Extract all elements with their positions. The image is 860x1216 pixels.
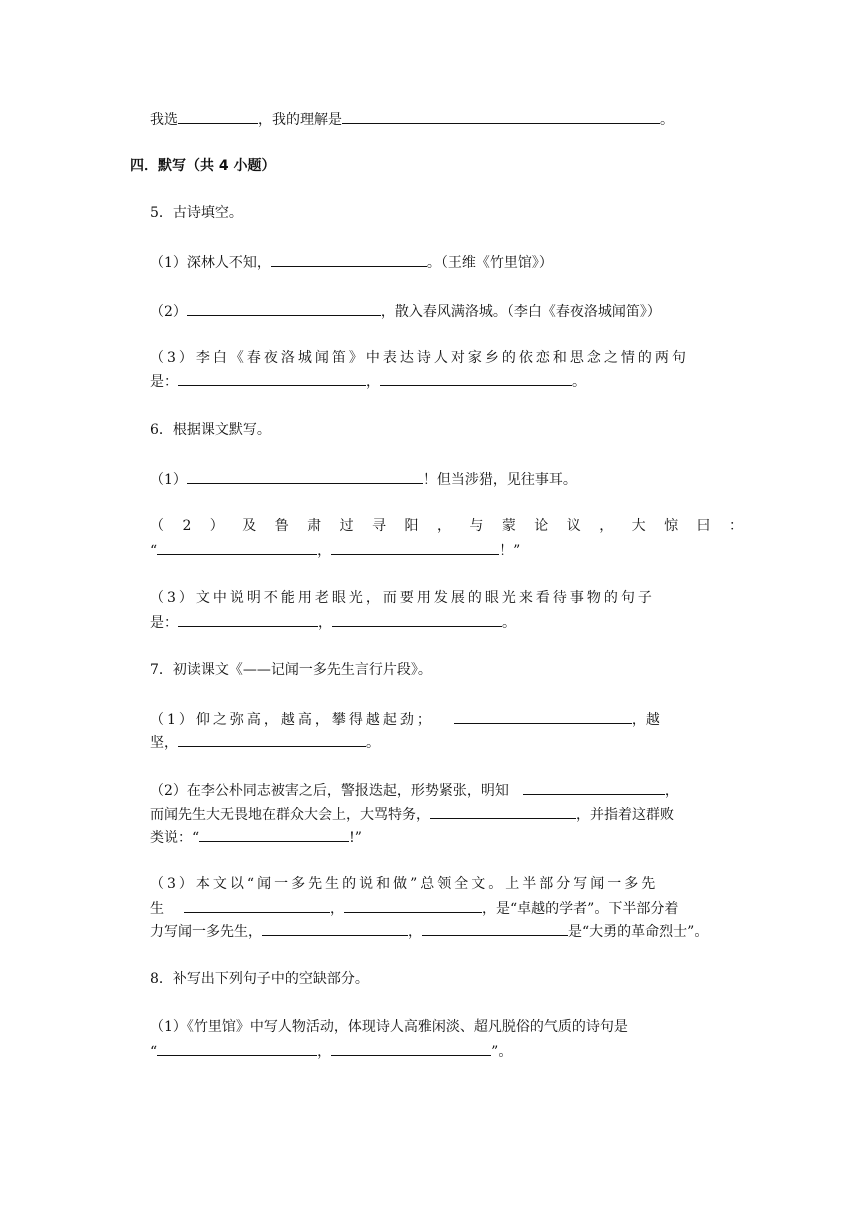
- blank[interactable]: [271, 251, 427, 267]
- blank[interactable]: [199, 826, 349, 842]
- blank[interactable]: [178, 611, 318, 627]
- section-title: 四．默写（共 4 小题）: [130, 158, 276, 174]
- blank[interactable]: [187, 300, 381, 316]
- q6-part2-line1: （ 2 ） 及 鲁 肃 过 寻 阳 ， 与 蒙 论 议 ， 大 惊 曰 ：: [150, 518, 748, 534]
- blank[interactable]: [523, 779, 665, 795]
- q5-part2: （2） ，散入春风满洛城。（李白《春夜洛城闻笛》）: [150, 300, 661, 322]
- blank[interactable]: [262, 920, 408, 936]
- blank[interactable]: [178, 108, 258, 124]
- question-8-title: 8．补写出下列句子中的空缺部分。: [150, 971, 369, 987]
- answer-line: 我选 ，我的理解是 。: [150, 108, 674, 130]
- q5-part3-line2: 是： ， 。: [150, 370, 586, 392]
- q6-part2-line2: “ ， ！”: [150, 539, 520, 561]
- q5-part3-line1: （3）李白《春夜洛城闻笛》中表达诗人对家乡的依恋和思念之情的两句: [150, 350, 689, 366]
- q8-part1-line1: （1）《竹里馆》中写人物活动，体现诗人高雅闲淡、超凡脱俗的气质的诗句是: [150, 1019, 628, 1035]
- blank[interactable]: [342, 108, 660, 124]
- question-6-title: 6．根据课文默写。: [150, 422, 271, 438]
- q7-part3-line3: 力写闻一多先生， ， 是“大勇的革命烈士”。: [150, 920, 708, 942]
- question-5-title: 5．古诗填空。: [150, 205, 243, 221]
- blank[interactable]: [331, 539, 499, 555]
- question-7-title: 7．初读课文《——记闻一多先生言行片段》。: [150, 662, 432, 678]
- q7-part3-line1: （3）本文以“闻一多先生的说和做”总领全文。上半部分写闻一多先: [150, 876, 659, 892]
- blank[interactable]: [332, 611, 502, 627]
- blank[interactable]: [157, 539, 317, 555]
- blank[interactable]: [187, 468, 423, 484]
- q8-part1-line2: “ ， ”。: [150, 1040, 512, 1062]
- q6-part3-line2: 是： ， 。: [150, 611, 516, 633]
- q7-part2-line2: 而闻先生大无畏地在群众大会上，大骂特务， ，并指着这群败: [150, 803, 674, 825]
- blank[interactable]: [157, 1040, 317, 1056]
- blank[interactable]: [178, 370, 366, 386]
- q5-part1: （1）深林人不知， 。（王维《竹里馆》）: [150, 251, 553, 273]
- blank[interactable]: [454, 708, 632, 724]
- q7-part3-line2: 生 ， ，是“卓越的学者”。下半部分着: [150, 897, 678, 919]
- blank[interactable]: [184, 897, 330, 913]
- blank[interactable]: [331, 1040, 491, 1056]
- q7-part1-line1: （1）仰之弥高，越高，攀得越起劲； ，越: [150, 708, 660, 730]
- blank[interactable]: [422, 920, 568, 936]
- q7-part1-line2: 坚， 。: [150, 731, 380, 753]
- blank[interactable]: [344, 897, 482, 913]
- blank[interactable]: [430, 803, 576, 819]
- blank[interactable]: [178, 731, 366, 747]
- q7-part2-line1: （2）在李公朴同志被害之后，警报迭起，形势紧张，明知 ，: [150, 779, 679, 801]
- q6-part1: （1） ！但当涉猎，见往事耳。: [150, 468, 577, 490]
- q6-part3-line1: （3）文中说明不能用老眼光，而要用发展的眼光来看待事物的句子: [150, 590, 655, 606]
- blank[interactable]: [380, 370, 572, 386]
- q7-part2-line3: 类说：“ !”: [150, 826, 362, 848]
